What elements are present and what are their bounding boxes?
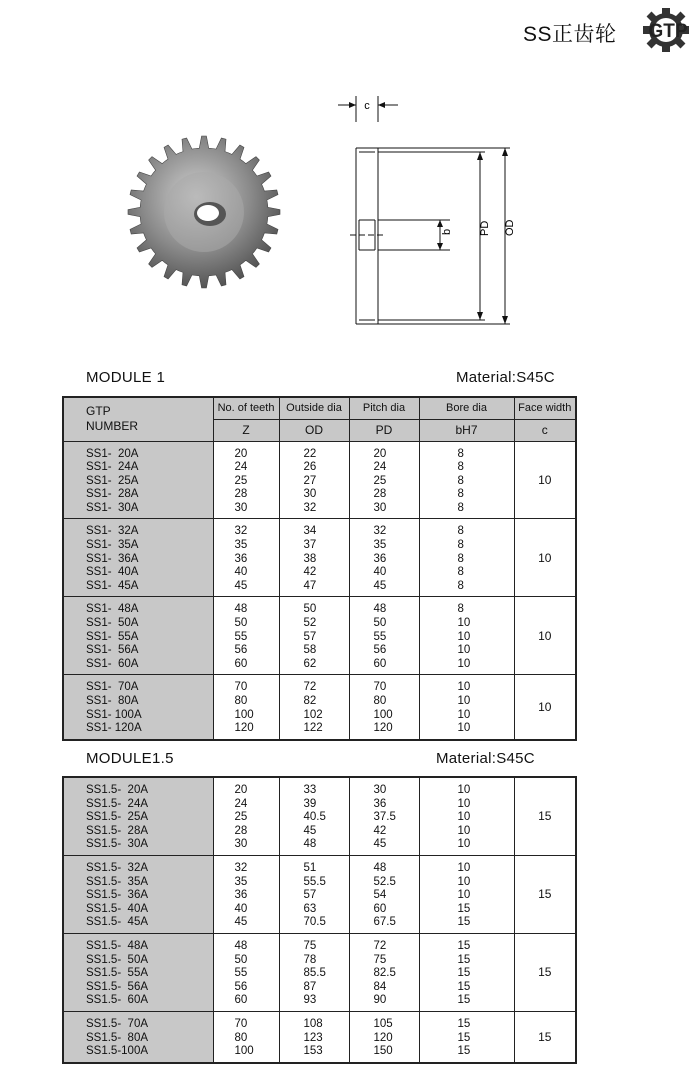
- cell-value: 82: [303, 695, 317, 707]
- cell-value: SS1- 70A: [86, 681, 139, 694]
- cell-value: SS1- 55A: [86, 630, 139, 643]
- face-width-cell: 15: [514, 1011, 576, 1062]
- teeth-cell: [213, 441, 279, 519]
- cell-value: 15: [457, 916, 471, 929]
- teeth-cell: [213, 855, 279, 933]
- cell-value: 47: [303, 579, 317, 592]
- c-label: c: [364, 100, 370, 112]
- cell-value: SS1- 80A: [86, 695, 139, 707]
- cell-value: 60: [234, 657, 248, 670]
- bore-dia-cell: [419, 441, 514, 519]
- bore-dia-cell: [419, 855, 514, 933]
- cell-value: 60: [373, 657, 387, 670]
- cell-value: 100: [373, 708, 393, 721]
- cell-value: 35: [234, 875, 248, 888]
- bore-dia-header: Bore dia: [419, 397, 514, 419]
- face-width-cell: 15: [514, 933, 576, 1011]
- cell-value: 10: [457, 861, 471, 874]
- cell-value: 50: [303, 603, 317, 616]
- face-width-cell: 10: [514, 675, 576, 740]
- face-width-cell: 10: [514, 519, 576, 597]
- cell-value: SS1- 50A: [86, 617, 139, 630]
- cell-value: SS1- 32A: [86, 525, 139, 538]
- cell-value: SS1.5- 36A: [86, 889, 149, 902]
- cell-value: 20: [234, 447, 248, 460]
- cell-value: SS1.5-100A: [86, 1045, 149, 1058]
- cell-value: SS1.5- 20A: [86, 784, 149, 796]
- cell-value: 56: [234, 644, 248, 657]
- cell-value: SS1.5- 35A: [86, 875, 149, 888]
- teeth-cell: [213, 933, 279, 1011]
- cell-value: 75: [303, 939, 317, 952]
- cell-value: 15: [457, 953, 471, 966]
- cell-value: SS1.5- 55A: [86, 967, 149, 980]
- cell-value: 63: [303, 902, 317, 915]
- cell-value: 8: [457, 447, 464, 460]
- cell-value: 10: [457, 797, 471, 810]
- cell-value: SS1- 120A: [86, 722, 142, 735]
- cell-value: 87: [303, 980, 317, 993]
- cell-value: 28: [234, 824, 248, 837]
- cell-value: 37.5: [373, 811, 396, 824]
- outside-dia-cell: [279, 777, 349, 855]
- outside-dia-header: Outside dia: [279, 397, 349, 419]
- cell-value: 40.5: [303, 811, 326, 824]
- cell-value: 15: [457, 1017, 471, 1030]
- cell-value: 45: [234, 916, 248, 929]
- cell-value: 10: [457, 824, 471, 837]
- table-row: [63, 933, 576, 1011]
- cell-value: 15: [457, 902, 471, 915]
- cell-value: 48: [234, 603, 248, 616]
- cell-value: 80: [234, 1031, 248, 1044]
- table-row: [63, 519, 576, 597]
- table-row: [63, 441, 576, 519]
- cell-value: SS1- 45A: [86, 579, 139, 592]
- cell-value: 56: [234, 980, 248, 993]
- cell-value: 93: [303, 994, 317, 1007]
- cell-value: SS1- 40A: [86, 566, 139, 579]
- face-symbol: c: [514, 419, 576, 441]
- cell-value: 60: [234, 994, 248, 1007]
- teeth-cell: [213, 777, 279, 855]
- pd-label: PD: [479, 220, 491, 236]
- cell-value: 10: [457, 811, 471, 824]
- cell-value: SS1- 56A: [86, 644, 139, 657]
- cell-value: 8: [457, 525, 464, 538]
- cell-value: SS1.5- 50A: [86, 953, 149, 966]
- cell-value: 57: [303, 889, 317, 902]
- cell-value: SS1.5- 80A: [86, 1031, 149, 1044]
- module1-table: [62, 396, 577, 741]
- cell-value: 122: [303, 722, 323, 735]
- face-width-cell: 15: [514, 777, 576, 855]
- cell-value: 84: [373, 980, 387, 993]
- cell-value: SS1.5- 60A: [86, 994, 149, 1007]
- gtp-number-cell: [63, 1011, 213, 1062]
- cell-value: 100: [234, 1045, 254, 1058]
- cell-value: 40: [234, 566, 248, 579]
- cell-value: 10: [457, 875, 471, 888]
- cell-value: 30: [234, 501, 248, 514]
- cell-value: 8: [457, 461, 464, 474]
- cell-value: 30: [373, 784, 387, 796]
- module15-material: Material:S45C: [436, 750, 535, 767]
- outside-dia-cell: [279, 933, 349, 1011]
- cell-value: 38: [303, 552, 317, 565]
- cell-value: 120: [373, 1031, 393, 1044]
- module1-material: Material:S45C: [456, 369, 555, 386]
- cell-value: 10: [457, 784, 471, 796]
- module15-title: MODULE1.5: [86, 750, 174, 767]
- cell-value: 108: [303, 1017, 323, 1030]
- cell-value: SS1- 36A: [86, 552, 139, 565]
- outside-dia-cell: [279, 597, 349, 675]
- teeth-cell: [213, 519, 279, 597]
- gtp-number-header: GTP NUMBER: [63, 397, 213, 441]
- cell-value: 10: [457, 630, 471, 643]
- cell-value: 48: [234, 939, 248, 952]
- cell-value: 10: [457, 838, 471, 851]
- cell-value: 30: [373, 501, 387, 514]
- cell-value: 123: [303, 1031, 323, 1044]
- bore-symbol: bH7: [419, 419, 514, 441]
- cell-value: 55: [234, 967, 248, 980]
- cell-value: 10: [457, 617, 471, 630]
- cell-value: SS1.5- 56A: [86, 980, 149, 993]
- cell-value: 153: [303, 1045, 323, 1058]
- outside-dia-cell: [279, 675, 349, 740]
- spur-gear-image: [124, 132, 284, 292]
- cell-value: 10: [457, 889, 471, 902]
- cell-value: 50: [373, 617, 387, 630]
- cell-value: 50: [234, 953, 248, 966]
- cell-value: 45: [234, 579, 248, 592]
- cell-value: 42: [373, 824, 387, 837]
- cell-value: 32: [303, 501, 317, 514]
- cell-value: 70.5: [303, 916, 326, 929]
- cell-value: 120: [234, 722, 254, 735]
- cell-value: 27: [303, 474, 317, 487]
- cell-value: SS1.5- 28A: [86, 824, 149, 837]
- cell-value: 80: [373, 695, 387, 707]
- cell-value: 37: [303, 539, 317, 552]
- cell-value: 8: [457, 566, 464, 579]
- cell-value: 24: [234, 797, 248, 810]
- page-title: SS正齿轮: [523, 23, 617, 46]
- cell-value: 34: [303, 525, 317, 538]
- teeth-cell: [213, 597, 279, 675]
- cell-value: 36: [373, 552, 387, 565]
- cell-value: 100: [234, 708, 254, 721]
- cell-value: SS1- 20A: [86, 447, 139, 460]
- face-width-cell: 10: [514, 441, 576, 519]
- cell-value: 10: [457, 657, 471, 670]
- pitch-dia-cell: [349, 933, 419, 1011]
- cell-value: 45: [303, 824, 317, 837]
- cell-value: 28: [234, 488, 248, 501]
- gtp-number-cell: [63, 777, 213, 855]
- gtp-number-cell: [63, 441, 213, 519]
- od-label: OD: [504, 219, 516, 236]
- pitch-dia-cell: [349, 777, 419, 855]
- cell-value: SS1.5- 48A: [86, 939, 149, 952]
- pitch-dia-header: Pitch dia: [349, 397, 419, 419]
- cell-value: 72: [303, 681, 317, 694]
- cell-value: 8: [457, 579, 464, 592]
- outside-dia-cell: [279, 519, 349, 597]
- cell-value: 20: [373, 447, 387, 460]
- cell-value: 8: [457, 539, 464, 552]
- cell-value: 35: [373, 539, 387, 552]
- table-row: [63, 597, 576, 675]
- cell-value: 48: [373, 603, 387, 616]
- cell-value: SS1.5- 40A: [86, 902, 149, 915]
- cell-value: SS1- 24A: [86, 461, 139, 474]
- cell-value: SS1- 25A: [86, 474, 139, 487]
- bore-dia-cell: [419, 597, 514, 675]
- cell-value: 70: [234, 1017, 248, 1030]
- cell-value: SS1- 48A: [86, 603, 139, 616]
- cell-value: SS1- 30A: [86, 501, 139, 514]
- outside-dia-cell: [279, 1011, 349, 1062]
- cell-value: 75: [373, 953, 387, 966]
- cell-value: 60: [373, 902, 387, 915]
- cell-value: 36: [234, 889, 248, 902]
- cell-value: 90: [373, 994, 387, 1007]
- pitch-dia-cell: [349, 855, 419, 933]
- cell-value: 45: [373, 579, 387, 592]
- cell-value: 67.5: [373, 916, 396, 929]
- pitch-dia-cell: [349, 519, 419, 597]
- teeth-cell: [213, 675, 279, 740]
- cell-value: 105: [373, 1017, 393, 1030]
- gtp-gear-logo: [638, 6, 698, 54]
- cell-value: SS1- 28A: [86, 488, 139, 501]
- cell-value: 8: [457, 603, 464, 616]
- cell-value: 25: [234, 811, 248, 824]
- cell-value: SS1- 100A: [86, 708, 142, 721]
- pitch-dia-cell: [349, 1011, 419, 1062]
- cell-value: SS1.5- 30A: [86, 838, 149, 851]
- gtp-number-cell: [63, 933, 213, 1011]
- cell-value: 33: [303, 784, 317, 796]
- cell-value: 20: [234, 784, 248, 796]
- module15-table: [62, 776, 577, 1064]
- cell-value: 30: [234, 838, 248, 851]
- cell-value: 10: [457, 695, 471, 707]
- bore-dia-cell: [419, 675, 514, 740]
- od-symbol: OD: [279, 419, 349, 441]
- face-width-cell: 10: [514, 597, 576, 675]
- cell-value: 8: [457, 501, 464, 514]
- cell-value: 25: [373, 474, 387, 487]
- cell-value: 39: [303, 797, 317, 810]
- cell-value: 28: [373, 488, 387, 501]
- cell-value: 85.5: [303, 967, 326, 980]
- bore-dia-cell: [419, 1011, 514, 1062]
- pd-symbol: PD: [349, 419, 419, 441]
- cell-value: 22: [303, 447, 317, 460]
- cell-value: SS1.5- 25A: [86, 811, 149, 824]
- cell-value: 55.5: [303, 875, 326, 888]
- cell-value: 48: [373, 861, 387, 874]
- pitch-dia-cell: [349, 441, 419, 519]
- cell-value: 57: [303, 630, 317, 643]
- cell-value: 10: [457, 681, 471, 694]
- table-row: [63, 675, 576, 740]
- cell-value: 24: [234, 461, 248, 474]
- cell-value: 8: [457, 552, 464, 565]
- cell-value: 8: [457, 474, 464, 487]
- cell-value: 10: [457, 644, 471, 657]
- cell-value: 58: [303, 644, 317, 657]
- cell-value: 36: [373, 797, 387, 810]
- cell-value: 150: [373, 1045, 393, 1058]
- cell-value: 30: [303, 488, 317, 501]
- cell-value: 40: [373, 566, 387, 579]
- logo-text: GTP: [648, 21, 688, 42]
- b-label: b: [441, 228, 453, 235]
- cell-value: 40: [234, 902, 248, 915]
- cell-value: 36: [234, 552, 248, 565]
- cell-value: 48: [303, 838, 317, 851]
- cell-value: 15: [457, 967, 471, 980]
- cell-value: 35: [234, 539, 248, 552]
- z-symbol: Z: [213, 419, 279, 441]
- cell-value: 42: [303, 566, 317, 579]
- pitch-dia-cell: [349, 675, 419, 740]
- cell-value: SS1- 35A: [86, 539, 139, 552]
- outside-dia-cell: [279, 441, 349, 519]
- gear-dimension-drawing: [330, 92, 530, 332]
- cell-value: 25: [234, 474, 248, 487]
- cell-value: 51: [303, 861, 317, 874]
- cell-value: 50: [234, 617, 248, 630]
- table-row: [63, 777, 576, 855]
- cell-value: 56: [373, 644, 387, 657]
- cell-value: 15: [457, 994, 471, 1007]
- cell-value: 72: [373, 939, 387, 952]
- cell-value: SS1.5- 32A: [86, 861, 149, 874]
- pitch-dia-cell: [349, 597, 419, 675]
- gtp-number-cell: [63, 675, 213, 740]
- face-width-cell: 15: [514, 855, 576, 933]
- cell-value: 120: [373, 722, 393, 735]
- cell-value: 15: [457, 1031, 471, 1044]
- module1-title: MODULE 1: [86, 369, 166, 386]
- bore-dia-cell: [419, 933, 514, 1011]
- cell-value: SS1.5- 70A: [86, 1017, 149, 1030]
- cell-value: 52.5: [373, 875, 396, 888]
- gtp-number-cell: [63, 519, 213, 597]
- teeth-cell: [213, 1011, 279, 1062]
- cell-value: 15: [457, 1045, 471, 1058]
- cell-value: 32: [373, 525, 387, 538]
- gtp-number-cell: [63, 597, 213, 675]
- cell-value: SS1.5- 45A: [86, 916, 149, 929]
- cell-value: 15: [457, 939, 471, 952]
- cell-value: 32: [234, 861, 248, 874]
- cell-value: 62: [303, 657, 317, 670]
- cell-value: SS1.5- 24A: [86, 797, 149, 810]
- cell-value: 45: [373, 838, 387, 851]
- gtp-number-cell: [63, 855, 213, 933]
- cell-value: 70: [373, 681, 387, 694]
- face-width-header: Face width: [514, 397, 576, 419]
- table-row: [63, 1011, 576, 1062]
- cell-value: 55: [234, 630, 248, 643]
- cell-value: 10: [457, 722, 471, 735]
- cell-value: 26: [303, 461, 317, 474]
- outside-dia-cell: [279, 855, 349, 933]
- cell-value: 8: [457, 488, 464, 501]
- cell-value: 32: [234, 525, 248, 538]
- cell-value: 102: [303, 708, 323, 721]
- bore-dia-cell: [419, 519, 514, 597]
- cell-value: 55: [373, 630, 387, 643]
- cell-value: 24: [373, 461, 387, 474]
- cell-value: 54: [373, 889, 387, 902]
- cell-value: 15: [457, 980, 471, 993]
- cell-value: 70: [234, 681, 248, 694]
- cell-value: 10: [457, 708, 471, 721]
- cell-value: SS1- 60A: [86, 657, 139, 670]
- table-row: [63, 855, 576, 933]
- cell-value: 78: [303, 953, 317, 966]
- cell-value: 80: [234, 695, 248, 707]
- cell-value: 52: [303, 617, 317, 630]
- cell-value: 82.5: [373, 967, 396, 980]
- bore-dia-cell: [419, 777, 514, 855]
- teeth-header: No. of teeth: [213, 397, 279, 419]
